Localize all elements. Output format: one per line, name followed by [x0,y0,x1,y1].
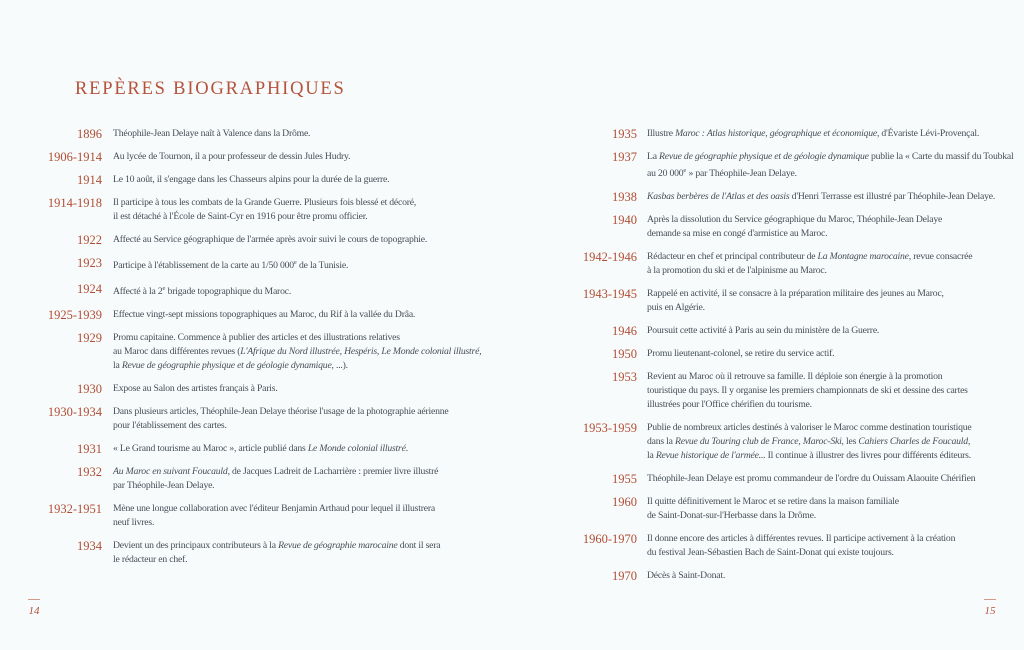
timeline-entry [40,442,510,456]
timeline-entry [535,421,1015,463]
timeline-left-page [40,127,510,576]
entry-description: Il quitte définitivement le Maroc et se retire dans la maison familiale de Saint-Donat-sur-l'Herbasse dans la Drôme. [647,496,899,522]
entry-description: Rédacteur en chef et principal contributeur de La Montagne marocaine, revue consacrée à la promotion du ski et de l'alpinisme au Maroc. [647,251,973,277]
timeline-entry [40,282,510,299]
entry-description: Effectue vingt-sept missions topographiques au Maroc, du Rif à la vallée du Drâa. [113,309,416,321]
entry-year: 1932 [77,465,102,480]
timeline-entry [535,347,1015,361]
entry-description: Rappelé en activité, il se consacre à la préparation militaire des jeunes au Maroc, puis en Algérie. [647,288,944,314]
entry-description: Affecté à la 2e brigade topographique du Maroc. [113,285,292,298]
entry-year: 1943-1945 [582,287,637,302]
timeline-entry [535,287,1015,315]
entry-description: Mène une longue collaboration avec l'éditeur Benjamin Arthaud pour lequel il illustrera neuf livres. [113,503,435,529]
entry-year: 1953 [612,370,637,385]
timeline-entry [40,405,510,433]
entry-description: Promu lieutenant-colonel, se retire du service actif. [647,348,835,360]
entry-description: Affecté au Service géographique de l'armée après avoir suivi le cours de topographie. [113,234,428,245]
entry-description: Théophile-Jean Delaye naît à Valence dans la Drôme. [113,128,311,139]
entry-description: Participe à l'établissement de la carte au 1/50 000e de la Tunisie. [113,259,349,272]
timeline-entry [40,233,510,247]
entry-year: 1914-1918 [47,196,102,210]
timeline-entry [40,465,510,493]
timeline-entry [40,150,510,164]
entry-description: « Le Grand tourisme au Maroc », article publié dans Le Monde colonial illustré. [113,443,408,455]
entry-description: Publie de nombreux articles destinés à valoriser le Maroc comme destination touristique dans la Revue du Touring club de France, Maroc-Ski, les Cahiers Charles de Foucauld, la Revue historique de l'armée... Il continue à illustrer des livres pour différents éditeurs. [647,422,972,462]
timeline-entry [535,569,1015,583]
timeline-entry [535,127,1015,141]
entry-year: 1923 [77,256,102,270]
entry-year: 1946 [612,324,637,339]
entry-year: 1970 [612,569,637,584]
timeline-entry [40,173,510,187]
entry-year: 1960-1970 [582,532,637,547]
entry-year: 1932-1951 [47,502,102,517]
timeline-entry [40,196,510,224]
page-footer-left [28,599,40,617]
timeline-right-page [535,127,1015,592]
entry-year: 1896 [77,127,102,141]
entry-description: Kasbas berbères de l'Atlas et des oasis d'Henri Terrasse est illustré par Théophile-Jean Delaye. [647,191,996,203]
entry-description: Il participe à tous les combats de la Grande Guerre. Plusieurs fois blessé et décoré, il est détaché à l'École de Saint-Cyr en 1916 pour être promu officier. [113,197,417,222]
entry-year: 1955 [612,472,637,487]
entry-year: 1934 [77,539,102,554]
entry-description: Illustre Maroc : Atlas historique, géographique et économique, d'Évariste Lévi-Provençal. [647,128,980,139]
entry-year: 1935 [612,127,637,141]
entry-description: Il donne encore des articles à différentes revues. Il participe activement à la création du festival Jean-Sébastien Bach de Saint-Donat qui existe toujours. [647,533,956,559]
entry-year: 1950 [612,347,637,362]
entry-description: Décès à Saint-Donat. [647,570,726,582]
entry-year: 1938 [612,190,637,205]
entry-description: Théophile-Jean Delaye est promu commandeur de l'ordre du Ouissam Alaouite Chérifien [647,473,976,485]
entry-description: Promu capitaine. Commence à publier des articles et des illustrations relatives au Maroc dans différentes revues (L'Afrique du Nord illustrée, Hespéris, Le Monde colonial illustré, la Revue de géographie physique et de géologie dynamique, ...). [113,332,482,372]
timeline-entry [40,127,510,141]
entry-description: Devient un des principaux contributeurs à la Revue de géographie marocaine dont il sera le rédacteur en chef. [113,540,441,566]
footer-rule [28,599,40,600]
entry-description: Après la dissolution du Service géographique du Maroc, Théophile-Jean Delaye demande sa mise en congé d'armistice au Maroc. [647,214,943,240]
entry-description: Poursuit cette activité à Paris au sein du ministère de la Guerre. [647,325,880,337]
timeline-entry [40,331,510,373]
entry-year: 1960 [612,495,637,510]
entry-year: 1931 [77,442,102,457]
entry-year: 1942-1946 [582,250,637,265]
entry-year: 1906-1914 [47,150,102,164]
entry-year: 1937 [612,150,637,164]
page-number-left: 14 [28,605,40,617]
timeline-entry [535,370,1015,412]
footer-rule [984,599,996,600]
page-number-right: 15 [984,605,996,617]
entry-description: Expose au Salon des artistes français à Paris. [113,383,278,395]
entry-year: 1924 [77,282,102,297]
timeline-entry [40,539,510,567]
entry-year: 1940 [612,213,637,228]
page-footer-right [984,599,996,617]
entry-year: 1930-1934 [47,405,102,420]
entry-description: Le 10 août, il s'engage dans les Chasseurs alpins pour la durée de la guerre. [113,174,390,185]
timeline-entry [40,308,510,322]
entry-description: Au Maroc en suivant Foucauld, de Jacques Ladreit de Lacharrière : premier livre illustré par Théophile-Jean Delaye. [113,466,439,492]
timeline-entry [40,256,510,273]
timeline-entry [535,250,1015,278]
timeline-entry [535,324,1015,338]
entry-year: 1930 [77,382,102,397]
timeline-entry [40,382,510,396]
page-title: REPÈRES BIOGRAPHIQUES [75,79,346,99]
entry-year: 1925-1939 [47,308,102,323]
timeline-entry [535,495,1015,523]
entry-description: Dans plusieurs articles, Théophile-Jean Delaye théorise l'usage de la photographie aérienne pour l'établissement des cartes. [113,406,449,432]
timeline-entry [535,532,1015,560]
entry-year: 1914 [77,173,102,187]
timeline-entry [535,190,1015,204]
timeline-entry [40,502,510,530]
timeline-entry [535,213,1015,241]
entry-description: Revient au Maroc où il retrouve sa famille. Il déploie son énergie à la promotion touristique du pays. Il y organise les premiers championnats de ski et dessine des cartes illustrées pour l'Office chérifien du tourisme. [647,371,968,411]
entry-description: Au lycée de Tournon, il a pour professeur de dessin Jules Hudry. [113,151,351,162]
entry-year: 1929 [77,331,102,346]
timeline-entry [535,150,1015,181]
entry-year: 1922 [77,233,102,247]
entry-description: La Revue de géographie physique et de géologie dynamique publie la « Carte du massif du Toubkal au 20 000e » par Théophile-Jean Delaye. [647,151,1014,180]
entry-year: 1953-1959 [582,421,637,436]
timeline-entry [535,472,1015,486]
